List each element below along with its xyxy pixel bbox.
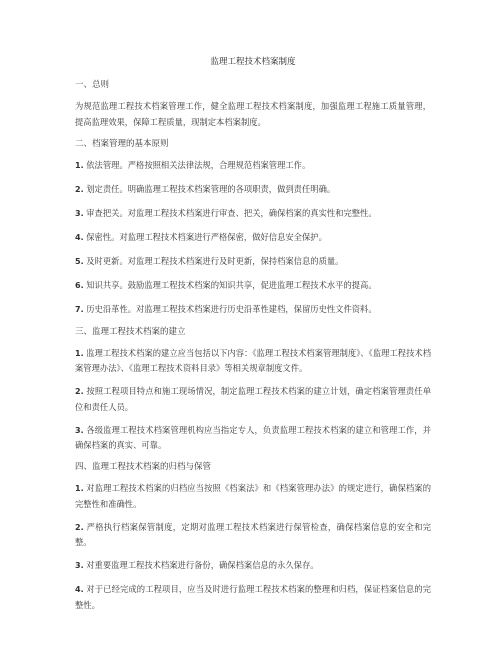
list-item (75, 230, 431, 246)
list-item-text: 知识共享。鼓励监理工程技术档案的知识共享，促进监理工程技术水平的提高。 (86, 279, 377, 290)
paragraph (75, 99, 431, 129)
section-heading: 二、档案管理的基本原则 (75, 138, 169, 149)
list-item-number: 1. (75, 160, 84, 170)
section-archiving (75, 461, 431, 612)
list-item (75, 346, 431, 376)
list-item-text: 监理工程技术档案的建立应当包括以下内容：《监理工程技术档案管理制度》、《监理工程技术档案管理办法》、《监理工程技术资料目录》等相关规章制度文件。 (75, 347, 431, 373)
section-principles (75, 138, 431, 318)
section-heading: 三、监理工程技术档案的建立 (75, 326, 186, 337)
list-item-text: 历史沿革性。对监理工程技术档案进行历史沿革性建档，保留历史性文件资料。 (86, 303, 377, 314)
list-item-text: 及时更新。对监理工程技术档案进行及时更新，保持档案信息的质量。 (86, 255, 344, 266)
list-item (75, 558, 431, 574)
list-item-number: 1. (75, 484, 84, 493)
list-item (75, 384, 431, 414)
list-item-number: 1. (75, 348, 84, 358)
list-item (75, 520, 431, 550)
list-item-text: 对于已经完成的工程项目，应当及时进行监理工程技术档案的整理和归档，保证档案信息的完整性。 (75, 584, 431, 610)
list-item-number: 3. (75, 208, 84, 218)
list-item-text: 各级监理工程技术档案管理机构应当指定专人，负责监理工程技术档案的建立和管理工作，并确保档案的真实、可靠。 (75, 424, 431, 450)
list-item (75, 278, 431, 294)
list-item (75, 254, 431, 270)
document-page (75, 56, 431, 621)
list-item-number: 7. (75, 304, 84, 314)
section-heading: 四、监理工程技术档案的归档与保管 (75, 462, 212, 472)
list-item (75, 582, 431, 612)
list-item-number: 2. (75, 184, 84, 194)
section-establishment (75, 326, 431, 453)
document-title: 监理工程技术档案制度 (210, 57, 296, 67)
section-general (75, 79, 431, 129)
list-item (75, 206, 431, 222)
list-item-text: 保密性。对监理工程技术档案进行严格保密，做好信息安全保护。 (86, 231, 327, 242)
list-item-text: 对重要监理工程技术档案进行备份，确保档案信息的永久保存。 (86, 560, 319, 570)
list-item-number: 2. (75, 387, 84, 396)
list-item-text: 划定责任。明确监理工程技术档案管理的各项职责，做到责任明确。 (86, 183, 336, 194)
list-item (75, 481, 431, 511)
list-item (75, 302, 431, 318)
list-item (75, 158, 431, 174)
list-item (75, 423, 431, 453)
list-item-number: 6. (75, 280, 84, 290)
list-item-text: 按照工程项目特点和施工现场情况，制定监理工程技术档案的建立计划，确定档案管理责任单位和责任人员。 (75, 386, 431, 412)
list-item-number: 5. (75, 256, 84, 266)
list-item-number: 2. (75, 522, 84, 532)
list-item-text: 对监理工程技术档案的归档应当按照《档案法》和《档案管理办法》的规定进行，确保档案的完整性和准确性。 (75, 483, 431, 509)
list-item-number: 4. (75, 232, 84, 242)
list-item-number: 4. (75, 585, 84, 594)
list-item-number: 3. (75, 561, 84, 570)
list-item-text: 严格执行档案保管制度，定期对监理工程技术档案进行保管检查，确保档案信息的安全和完整。 (75, 521, 431, 547)
list-item-text: 审查把关。对监理工程技术档案进行审查、把关，确保档案的真实性和完整性。 (86, 207, 377, 218)
list-item-text: 依法管理。严格按照相关法律法规，合理规范档案管理工作。 (86, 159, 311, 170)
section-heading: 一、总则 (75, 80, 110, 90)
list-item (75, 182, 431, 198)
list-item-number: 3. (75, 425, 84, 435)
paragraph-text: 为规范监理工程技术档案管理工作，健全监理工程技术档案制度，加强监理工程施工质量管理，提高监理效果，保障工程质量，现制定本档案制度。 (75, 101, 431, 127)
